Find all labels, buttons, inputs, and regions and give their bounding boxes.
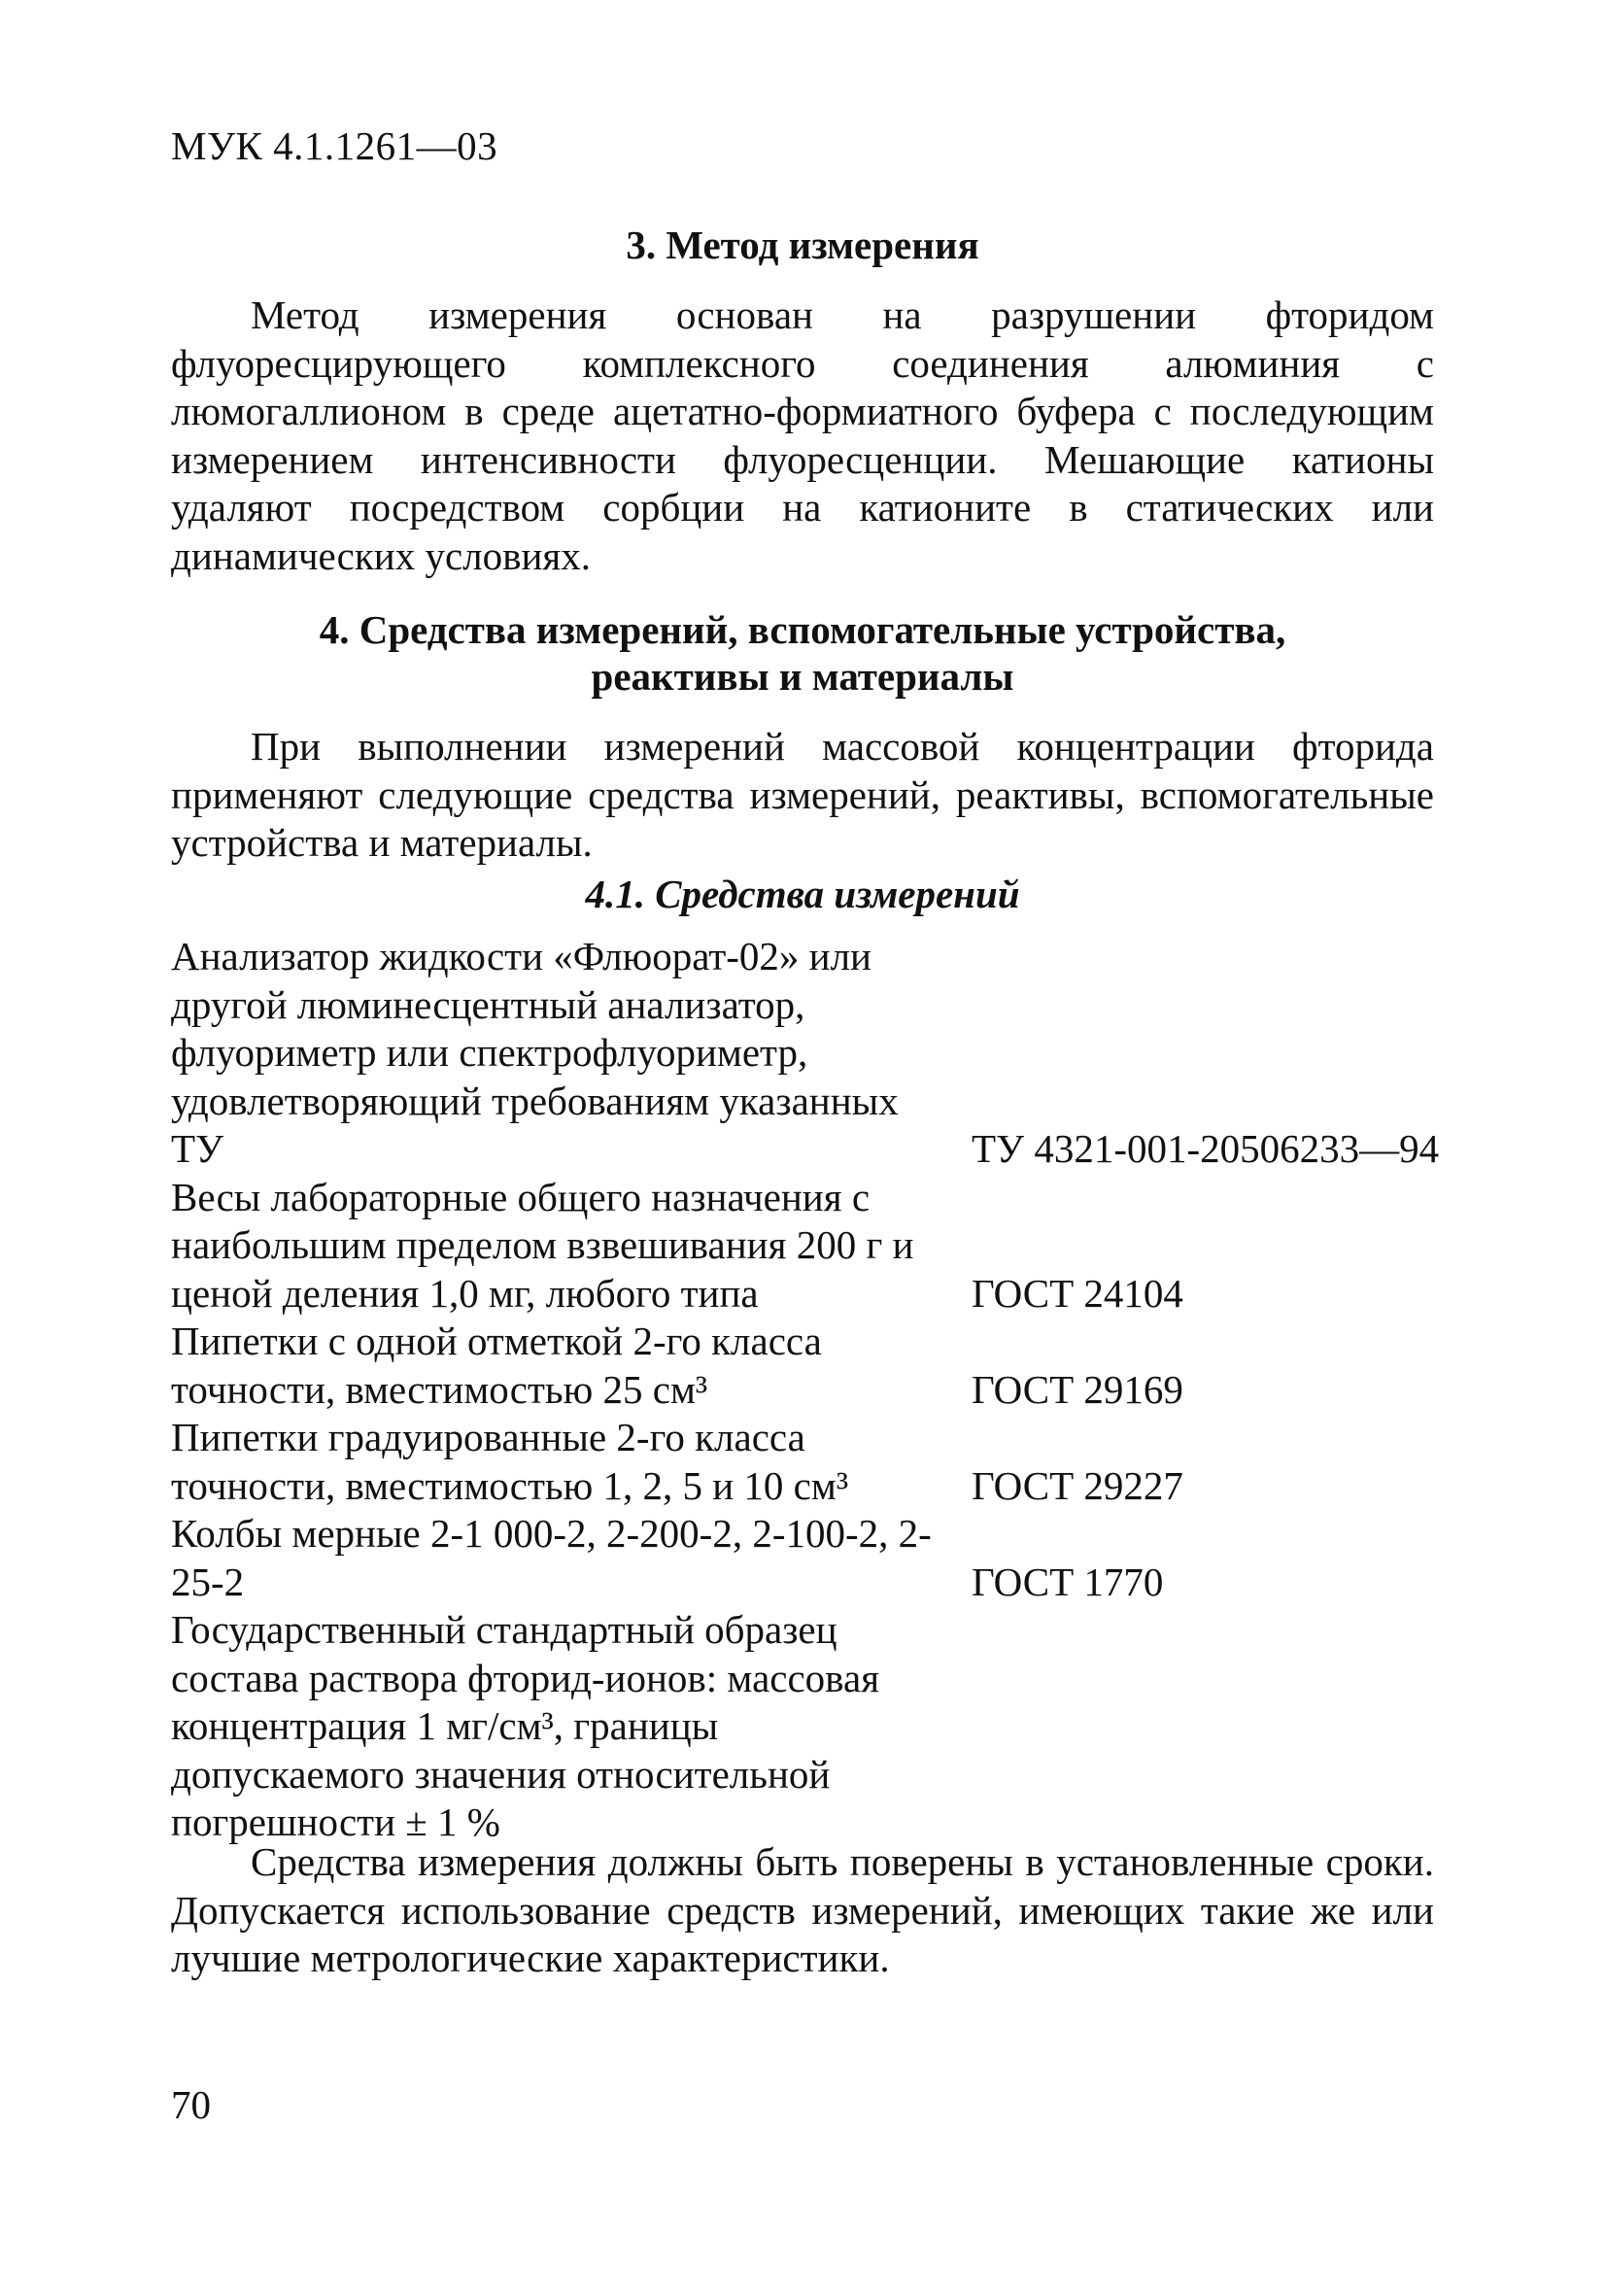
equipment-name: Государственный стандартный образец состава раствора фторид-ионов: массовая концентрация 1 мг/см³, границы допускаемого значения относительной погрешности ± 1 % bbox=[171, 1607, 880, 1844]
equipment-name: Пипетки градуированные 2-го класса точности, вместимостью 1, 2, 5 и 10 см³ bbox=[171, 1415, 849, 1508]
section-4-intro-paragraph: При выполнении измерений массовой концентрации фторида применяют следующие средства измерений, реактивы, вспомогательные устройства и материалы. bbox=[171, 724, 1434, 865]
section-4-title bbox=[171, 606, 1434, 700]
section-4-title-line-2: реактивы и материалы bbox=[591, 654, 1014, 699]
section-4-title-line-1: 4. Средства измерений, вспомогательные устройства, bbox=[319, 607, 1286, 652]
section-3-paragraph: Метод измерения основан на разрушении фторидом флуоресцирующего комплексного соединения алюминия с люмогаллионом в среде ацетатно-формиатного буфера с последующим измерением интенсивности флуоресценции. Мешающие катионы удаляют посредством сорбции на катионите в статических или динамических условиях. bbox=[171, 292, 1434, 578]
equipment-name: Анализатор жидкости «Флюорат-02» или другой люминесцентный анализатор, флуориметр или спектрофлуориметр, удовлетворяющий требованиям указанных ТУ bbox=[171, 934, 899, 1171]
equipment-list bbox=[171, 933, 1440, 1847]
equipment-item bbox=[171, 1174, 1434, 1319]
equipment-name: Весы лабораторные общего назначения с наибольшим пределом взвешивания 200 г и ценой деления 1,0 мг, любого типа bbox=[171, 1174, 914, 1316]
equipment-item bbox=[171, 1606, 1434, 1847]
equipment-name: Пипетки с одной отметкой 2-го класса точности, вместимостью 25 см³ bbox=[171, 1319, 822, 1412]
equipment-name: Колбы мерные 2-1 000-2, 2-200-2, 2-100-2, 2-25-2 bbox=[171, 1511, 932, 1604]
equipment-standard: ТУ 4321-001-20506233—94 bbox=[972, 1126, 1440, 1171]
equipment-standard: ГОСТ 24104 bbox=[972, 1270, 1183, 1316]
equipment-item bbox=[171, 933, 1440, 1174]
page-number: 70 bbox=[171, 2082, 211, 2127]
equipment-item bbox=[171, 1414, 1434, 1510]
closing-paragraph: Средства измерения должны быть поверены в установленные сроки. Допускается использование средств измерений, имеющих такие же или лучшие метрологические характеристики. bbox=[171, 1839, 1434, 1980]
equipment-standard: ГОСТ 29169 bbox=[972, 1366, 1183, 1412]
subsection-4-1-title: 4.1. Средства измерений bbox=[585, 872, 1020, 916]
document-code: МУК 4.1.1261—03 bbox=[171, 123, 498, 168]
equipment-standard: ГОСТ 29227 bbox=[972, 1462, 1183, 1508]
section-3-title: 3. Метод измерения bbox=[626, 223, 979, 267]
equipment-item bbox=[171, 1318, 1434, 1414]
equipment-standard: ГОСТ 1770 bbox=[972, 1559, 1164, 1604]
equipment-item bbox=[171, 1510, 1434, 1606]
